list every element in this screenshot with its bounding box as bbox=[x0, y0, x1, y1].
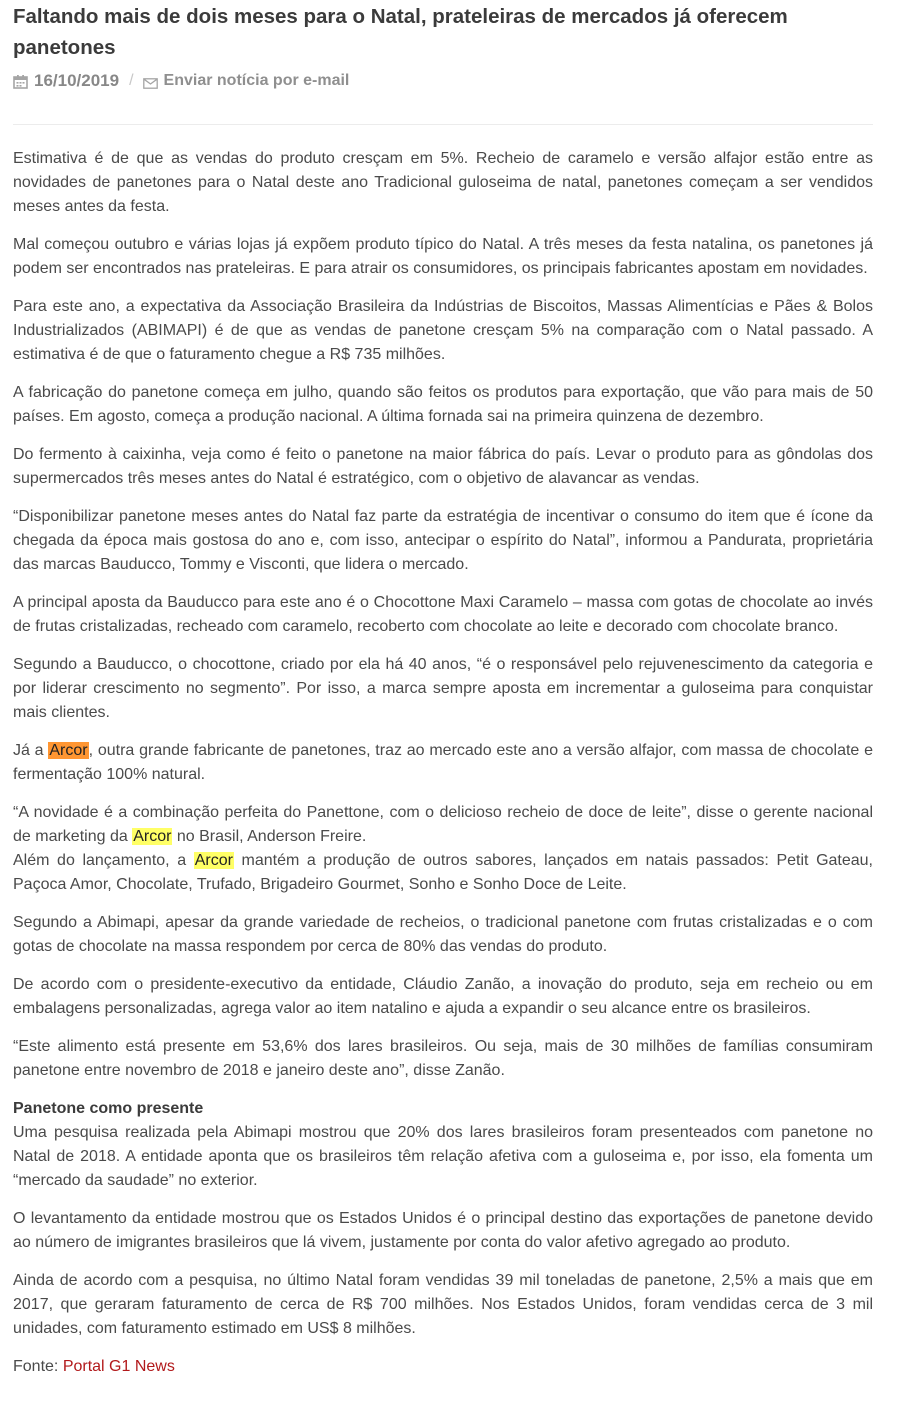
section-subheading: Panetone como presente bbox=[13, 1100, 204, 1117]
search-highlight: Arcor bbox=[194, 852, 233, 869]
paragraph: Segundo a Bauducco, o chocottone, criado por ela há 40 anos, “é o responsável pelo rejuvenescimento da categoria e por liderar crescimento no segmento”. Por isso, a marca sempre aposta em incrementar a guloseima para conquistar mais clientes. bbox=[13, 656, 873, 721]
source-label: Fonte: bbox=[13, 1358, 63, 1375]
article-meta bbox=[13, 70, 873, 92]
paragraph-text: Já a bbox=[13, 742, 49, 759]
paragraph-text: , outra grande fabricante de panetones, traz ao mercado este ano a versão alfajor, com massa de chocolate e fermentação 100% natural. bbox=[13, 742, 874, 783]
paragraph bbox=[13, 801, 873, 897]
meta-separator: / bbox=[129, 72, 134, 89]
paragraph: Do fermento à caixinha, veja como é feito o panetone na maior fábrica do país. Levar o produto para as gôndolas dos supermercados três meses antes do Natal é estratégico, com o objetivo de alavancar as vendas. bbox=[13, 446, 873, 487]
paragraph: Segundo a Abimapi, apesar da grande variedade de recheios, o tradicional panetone com frutas cristalizadas e o com gotas de chocolate na massa respondem por cerca de 80% das vendas do produto. bbox=[13, 914, 873, 955]
paragraph: Para este ano, a expectativa da Associação Brasileira da Indústrias de Biscoitos, Massas Alimentícias e Pães & Bolos Industrializados (ABIMAPI) é de que as vendas de panetone cresçam 5% na comparação com o Natal passado. A estimativa é de que o faturamento chegue a R$ 735 milhões. bbox=[13, 298, 873, 363]
search-highlight: Arcor bbox=[133, 828, 172, 845]
envelope-icon[interactable] bbox=[143, 76, 158, 87]
header-divider bbox=[13, 124, 873, 125]
search-highlight-active: Arcor bbox=[49, 742, 88, 759]
paragraph-text: Uma pesquisa realizada pela Abimapi mostrou que 20% dos lares brasileiros foram presenteados com panetone no Natal de 2018. A entidade aponta que os brasileiros têm relação afetiva com a guloseima e, por isso, ela fomenta um “mercado da saudade” no exterior. bbox=[13, 1124, 873, 1189]
source-line bbox=[13, 1355, 873, 1379]
source-link[interactable]: Portal G1 News bbox=[62, 1358, 175, 1375]
paragraph bbox=[13, 1097, 873, 1193]
paragraph: De acordo com o presidente-executivo da entidade, Cláudio Zanão, a inovação do produto, seja em recheio ou em embalagens personalizadas, agrega valor ao item natalino e ajuda a expandir o seu alcance entre os brasileiros. bbox=[13, 976, 873, 1017]
paragraph bbox=[13, 739, 873, 787]
paragraph: “Disponibilizar panetone meses antes do Natal faz parte da estratégia de incentivar o consumo do item que é ícone da chegada da época mais gostosa do ano e, com isso, antecipar o espírito do Natal”, informou a Pandurata, proprietária das marcas Bauducco, Tommy e Visconti, que lidera o mercado. bbox=[13, 508, 873, 573]
paragraph-text: “A novidade é a combinação perfeita do Panettone, com o delicioso recheio de doce de leite”, disse o gerente nacional de marketing da bbox=[13, 804, 873, 845]
paragraph: “Este alimento está presente em 53,6% dos lares brasileiros. Ou seja, mais de 30 milhões de famílias consumiram panetone entre novembro de 2018 e janeiro deste ano”, disse Zanão. bbox=[13, 1038, 873, 1079]
email-news-link[interactable]: Enviar notícia por e-mail bbox=[163, 72, 350, 89]
paragraph: O levantamento da entidade mostrou que os Estados Unidos é o principal destino das exportações de panetone devido ao número de imigrantes brasileiros que lá vivem, justamente por conta do valor afetivo agregado ao produto. bbox=[13, 1210, 873, 1251]
calendar-icon bbox=[13, 74, 28, 89]
paragraph-text: mantém a produção de outros sabores, lançados em natais passados: Petit Gateau, Paçoca Amor, Chocolate, Trufado, Brigadeiro Gourmet, Sonho e Sonho Doce de Leite. bbox=[13, 852, 873, 893]
paragraph: A principal aposta da Bauducco para este ano é o Chocottone Maxi Caramelo – massa com gotas de chocolate ao invés de frutas cristalizadas, recheado com caramelo, recoberto com chocolate ao leite e decorado com chocolate branco. bbox=[13, 594, 873, 635]
paragraph: A fabricação do panetone começa em julho, quando são feitos os produtos para exportação, que vão para mais de 50 países. Em agosto, começa a produção nacional. A última fornada sai na primeira quinzena de dezembro. bbox=[13, 384, 873, 425]
paragraph-text: Além do lançamento, a bbox=[13, 852, 194, 869]
article-body bbox=[13, 147, 873, 1379]
paragraph: Estimativa é de que as vendas do produto cresçam em 5%. Recheio de caramelo e versão alfajor estão entre as novidades de panetones para o Natal deste ano Tradicional guloseima de natal, panetones começam a ser vendidos meses antes da festa. bbox=[13, 150, 873, 215]
publish-date: 16/10/2019 bbox=[34, 71, 120, 90]
paragraph-text: no Brasil, Anderson Freire. bbox=[172, 828, 367, 845]
paragraph: Ainda de acordo com a pesquisa, no último Natal foram vendidas 39 mil toneladas de panetone, 2,5% a mais que em 2017, que geraram faturamento de cerca de R$ 700 milhões. Nos Estados Unidos, foram vendidas cerca de 3 mil unidades, com faturamento estimado em US$ 8 milhões. bbox=[13, 1272, 873, 1337]
article bbox=[13, 0, 873, 1379]
paragraph: Mal começou outubro e várias lojas já expõem produto típico do Natal. A três meses da festa natalina, os panetones já podem ser encontrados nas prateleiras. E para atrair os consumidores, os principais fabricantes apostam em novidades. bbox=[13, 236, 873, 277]
article-title: Faltando mais de dois meses para o Natal, prateleiras de mercados já oferecem panetones bbox=[13, 5, 788, 59]
